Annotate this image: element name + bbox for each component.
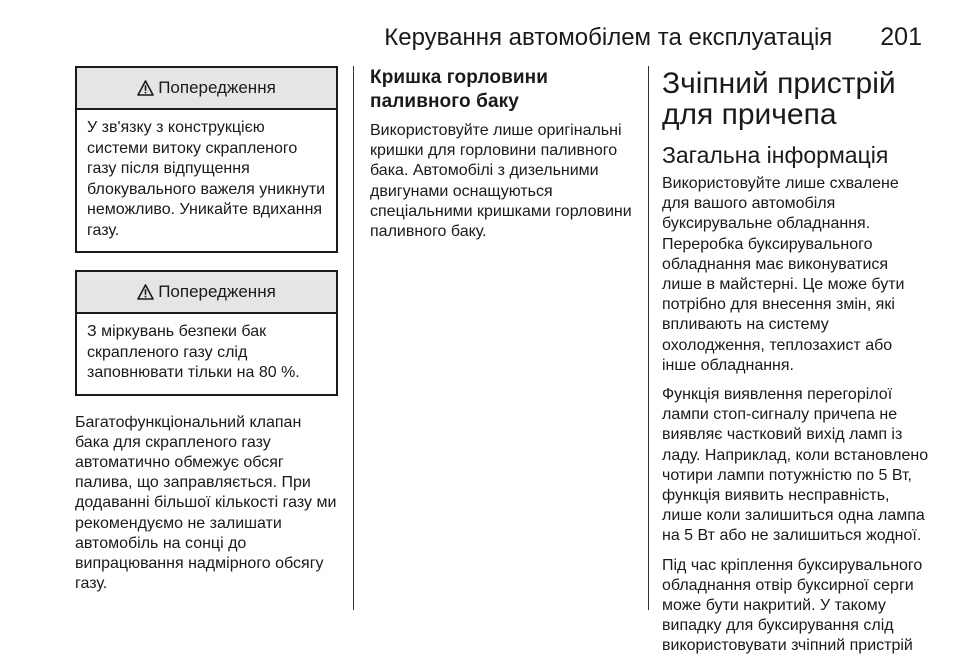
page-number: 201 xyxy=(880,23,922,51)
page-header xyxy=(0,22,922,52)
warning-title-1: Попередження xyxy=(158,78,276,97)
fuel-cap-heading: Кришка горловини паливного баку xyxy=(370,67,549,112)
column-divider-right xyxy=(648,66,649,610)
column-divider-left xyxy=(353,66,354,610)
towing-device-heading: Зчіпний пристрій для причепа xyxy=(662,67,896,131)
warning-text-2: З міркувань безпеки бак скрапленого газу слід заповнювати тільки на 80 %. xyxy=(87,323,300,381)
warning-text-1: У зв'язку з конструкцією системи витоку скрапленого газу після відпущення блокувального важеля уникнути неможливо. Уникайте вдихання газу. xyxy=(87,119,326,239)
towing-paragraph-3: Під час кріплення буксирувального обладнання отвір буксирної серги може бути накритий. У такому випадку для буксирування слід використовувати зчіпний пристрій xyxy=(662,556,923,655)
warning-header-1 xyxy=(77,68,336,110)
column-left xyxy=(75,66,338,603)
warning-box-2 xyxy=(75,270,338,396)
general-info-heading: Загальна інформація xyxy=(662,142,889,168)
warning-triangle-icon xyxy=(137,80,154,96)
multifunction-valve-paragraph: Багатофункціональний клапан бака для скрапленого газу автоматично обмежує обсяг палива, що заправляється. При додаванні більшої кількості газу ми рекомендуємо не залишати автомобіль на сонці до випрацювання надмірного обсягу газу. xyxy=(75,413,337,593)
chapter-title: Керування автомобілем та експлуатація xyxy=(384,24,833,51)
column-right xyxy=(662,66,930,666)
column-middle xyxy=(370,66,635,251)
fuel-cap-paragraph: Використовуйте лише оригінальні кришки для горловини паливного бака. Автомобілі з дизельними двигунами оснащуються спеціальними кришками горловини паливного баку. xyxy=(370,122,632,241)
warning-header-2 xyxy=(77,272,336,314)
warning-title-2: Попередження xyxy=(158,282,276,301)
warning-triangle-icon xyxy=(137,284,154,300)
towing-paragraph-1: Використовуйте лише схвалене для вашого автомобіля буксирувальне обладнання. Переробка буксирувального обладнання має виконуватися лише в майстерні. Це може бути потрібно для внесення змін, які впливають на систему охолодження, теплозахист або інше обладнання. xyxy=(662,175,905,374)
towing-paragraph-2: Функція виявлення перегорілої лампи стоп-сигналу причепа не виявляє частковий вихід ламп із ладу. Наприклад, коли встановлено чотири лампи потужністю по 5 Вт, функція виявить несправність, лише коли залишиться одна лампа на 5 Вт або не залишиться жодної. xyxy=(662,386,929,545)
warning-box-1 xyxy=(75,66,338,253)
